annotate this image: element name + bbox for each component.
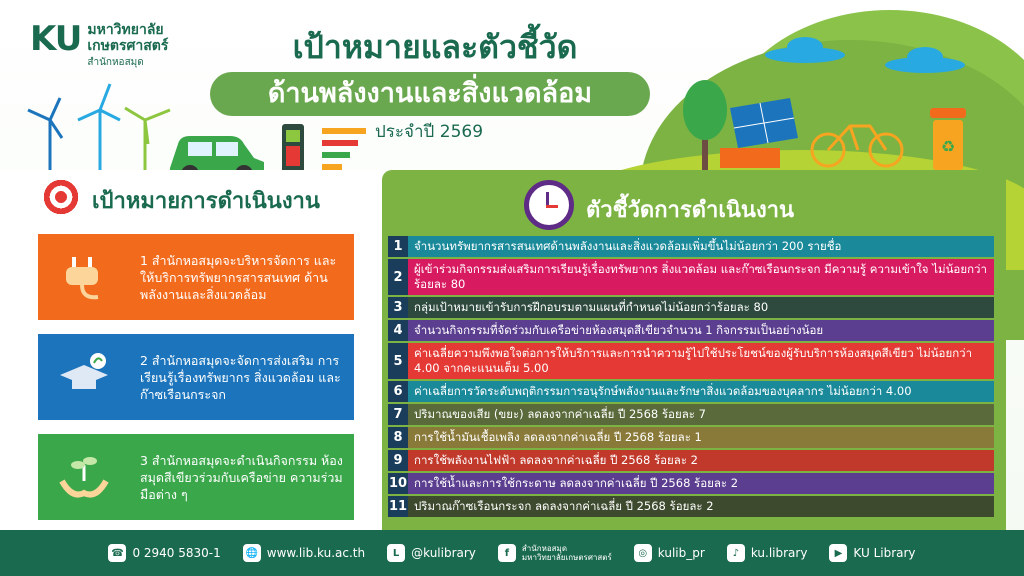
- goals-heading: เป้าหมายการดำเนินงาน: [92, 189, 320, 214]
- kpi-text: ผู้เข้าร่วมกิจกรรมส่งเสริมการเรียนรู้เรื่องทรัพยากร สิ่งแวดล้อม และก๊าซเรือนกระจก มีความรู้ ความเข้าใจ ไม่น้อยกว่าร้อยละ 80: [408, 259, 994, 295]
- footer-tiktok[interactable]: [727, 544, 808, 562]
- page-subtitle: ด้านพลังงานและสิ่งแวดล้อม: [267, 78, 593, 109]
- kpi-text: การใช้น้ำและการใช้กระดาษ ลดลงจากค่าเฉลี่ย ปี 2568 ร้อยละ 2: [408, 473, 994, 494]
- kpi-number: 3: [388, 297, 408, 318]
- kpi-number: 2: [388, 259, 408, 295]
- year-label: ประจำปี 2569: [375, 122, 484, 142]
- kpi-text: จำนวนกิจกรรมที่จัดร่วมกับเครือข่ายห้องสมุดสีเขียวจำนวน 1 กิจกรรมเป็นอย่างน้อย: [408, 320, 994, 341]
- kpi-row: [388, 297, 994, 318]
- kpi-text: ปริมาณก๊าซเรือนกระจก ลดลงจากค่าเฉลี่ย ปี 2568 ร้อยละ 2: [408, 496, 994, 517]
- kpi-text: ปริมาณของเสีย (ขยะ) ลดลงจากค่าเฉลี่ย ปี 2568 ร้อยละ 7: [408, 404, 994, 425]
- goal-text: 1 สำนักหอสมุดจะบริหารจัดการ และให้บริการทรัพยากรสารสนเทศ ด้านพลังงานและสิ่งแวดล้อม: [140, 252, 337, 302]
- footer: [0, 530, 1024, 576]
- cloud-icon: [880, 45, 970, 75]
- kpi-number: 10: [388, 473, 408, 494]
- kpi-row: [388, 320, 994, 341]
- kpi-text: การใช้น้ำมันเชื้อเพลิง ลดลงจากค่าเฉลี่ย ปี 2568 ร้อยละ 1: [408, 427, 994, 448]
- kpi-number: 11: [388, 496, 408, 517]
- footer-instagram[interactable]: [634, 544, 705, 562]
- kpi-list: [388, 236, 994, 519]
- facebook-icon: f: [498, 544, 516, 562]
- footer-facebook[interactable]: [498, 544, 612, 562]
- kpi-row: [388, 496, 994, 517]
- svg-text:♻: ♻: [940, 137, 956, 156]
- graduation-cap-icon: [38, 334, 130, 420]
- logo-mark: KU: [30, 19, 82, 59]
- instagram-icon: ◎: [634, 544, 652, 562]
- solar-panel-icon: [720, 98, 800, 168]
- line-icon: L: [387, 544, 405, 562]
- phone-icon: ☎: [108, 544, 126, 562]
- kpi-row: [388, 259, 994, 295]
- kpi-number: 6: [388, 381, 408, 402]
- kpi-text: ค่าเฉลี่ยการวัดระดับพฤติกรรมการอนุรักษ์พลังงานและรักษาสิ่งแวดล้อมของบุคลากร ไม่น้อยกว่า 4.00: [408, 381, 994, 402]
- hands-plant-icon: [38, 434, 130, 520]
- logo-line2: เกษตรศาสตร์: [87, 38, 169, 54]
- kpi-number: 8: [388, 427, 408, 448]
- goal-card: [38, 234, 354, 320]
- logo-line3: สำนักหอสมุด: [87, 57, 144, 68]
- tiktok-text: ku.library: [750, 546, 808, 560]
- footer-youtube[interactable]: [829, 544, 915, 562]
- kpi-row: [388, 473, 994, 494]
- ku-logo: [30, 19, 169, 70]
- web-text: www.lib.ku.ac.th: [266, 546, 366, 560]
- plug-icon: [38, 234, 130, 320]
- kpi-row: [388, 381, 994, 402]
- goal-text: 2 สำนักหอสมุดจะจัดการส่งเสริม การเรียนรู้เรื่องทรัพยากร สิ่งแวดล้อม และก๊าซเรือนกระจก: [140, 352, 341, 402]
- footer-line[interactable]: [387, 544, 476, 562]
- kpi-text: การใช้พลังงานไฟฟ้า ลดลงจากค่าเฉลี่ย ปี 2568 ร้อยละ 2: [408, 450, 994, 471]
- youtube-text: KU Library: [853, 546, 916, 560]
- kpi-number: 9: [388, 450, 408, 471]
- bicycle-icon: [810, 110, 905, 170]
- kpi-row: [388, 404, 994, 425]
- kpi-text: กลุ่มเป้าหมายเข้ารับการฝึกอบรมตามแผนที่กำหนดไม่น้อยกว่าร้อยละ 80: [408, 297, 994, 318]
- kpi-row: [388, 427, 994, 448]
- footer-web[interactable]: [243, 544, 365, 562]
- phone-text: 0 2940 5830-1: [132, 546, 221, 560]
- kpi-row: [388, 343, 994, 379]
- kpi-number: 5: [388, 343, 408, 379]
- logo-line1: มหาวิทยาลัย: [87, 22, 164, 38]
- facebook-line1: สำนักหอสมุด: [521, 544, 568, 553]
- line-text: @kulibrary: [411, 546, 476, 560]
- target-icon: [40, 176, 82, 218]
- wind-turbine-icon: [20, 80, 180, 180]
- globe-icon: 🌐: [243, 544, 261, 562]
- page-title: เป้าหมายและตัวชี้วัด: [292, 28, 578, 66]
- cloud-icon: [760, 35, 850, 65]
- kpi-number: 1: [388, 236, 408, 257]
- kpi-text: จำนวนทรัพยากรสารสนเทศด้านพลังงานและสิ่งแวดล้อมเพิ่มขึ้นไม่น้อยกว่า 200 รายชื่อ: [408, 236, 994, 257]
- youtube-icon: ▶: [829, 544, 847, 562]
- kpi-heading: ตัวชี้วัดการดำเนินงาน: [586, 198, 795, 223]
- goal-card: [38, 334, 354, 420]
- kpi-number: 7: [388, 404, 408, 425]
- recycle-bin-icon: [928, 108, 968, 172]
- goal-text: 3 สำนักหอสมุดจะดำเนินกิจกรรม ห้องสมุดสีเขียวร่วมกับเครือข่าย ความร่วมมือต่าง ๆ: [140, 452, 343, 502]
- subtitle-banner: [210, 72, 650, 116]
- kpi-text: ค่าเฉลี่ยความพึงพอใจต่อการให้บริการและการนำความรู้ไปใช้ประโยชน์ของผู้รับบริการห้องสมุดสีเขียว ไม่น้อยกว่า 4.00 จากคะแนนเต็ม 5.00: [408, 343, 994, 379]
- kpi-row: [388, 236, 994, 257]
- clock-hand: [546, 205, 558, 208]
- tiktok-icon: ♪: [727, 544, 745, 562]
- instagram-text: kulib_pr: [657, 546, 705, 560]
- footer-phone[interactable]: [108, 544, 220, 562]
- goal-card: [38, 434, 354, 520]
- facebook-line2: มหาวิทยาลัยเกษตรศาสตร์: [521, 553, 612, 562]
- kpi-row: [388, 450, 994, 471]
- kpi-number: 4: [388, 320, 408, 341]
